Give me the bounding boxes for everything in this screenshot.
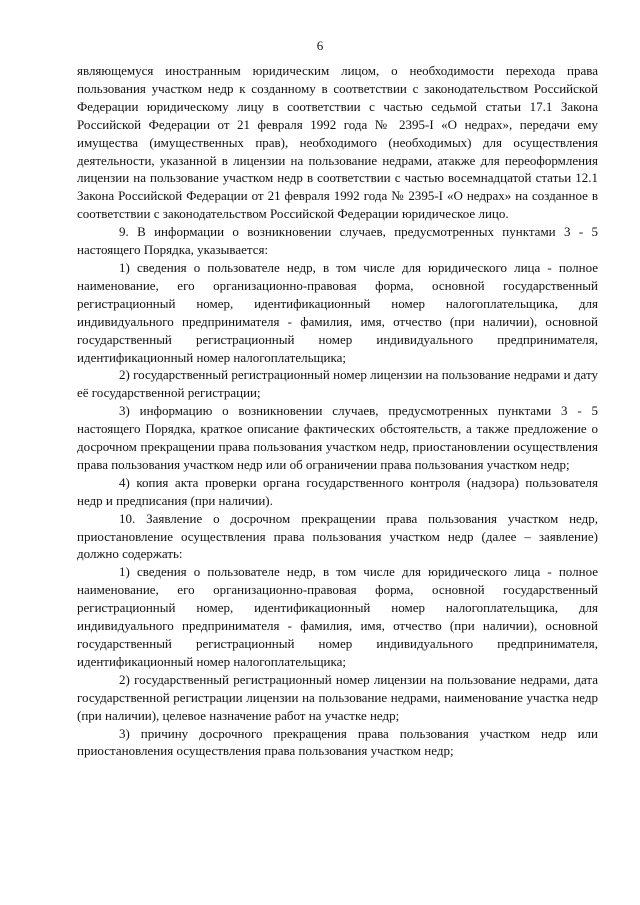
paragraph-continuation: являющемуся иностранным юридическим лицом, о необходимости перехода права пользования участком недр к созданному в соответствии с законодательством Российской Федерации юридическому лицу в соответствии с частью седьмой статьи 17.1 Закона Российской Федерации от 21 февраля 1992 года № 2395-I «О недрах», передачи ему имущества (имущественных прав), необходимого (необходимых) для осуществления деятельности, указанной в лицензии на пользование недрами, атакже для переоформления лицензии на пользование участком недр в соответствии с частью восемнадцатой статьи 12.1 Закона Российской Федерации от 21 февраля 1992 года № 2395-I «О недрах» на созданное в соответствии с законодательством Российской Федерации юридическое лицо. (77, 63, 598, 222)
paragraph-item-9-4: 4) копия акта проверки органа государственного контроля (надзора) пользователя недр и предписания (при наличии). (77, 474, 598, 508)
paragraph-item-9-3: 3) информацию о возникновении случаев, предусмотренных пунктами 3 - 5 настоящего Порядка, краткое описание фактических обстоятельств, а также предложение о досрочном прекращении права пользования участком недр, приостановлении осуществления права пользования участком недр или об ограничении права пользования участком недр; (77, 403, 598, 472)
paragraph-item-9-2: 2) государственный регистрационный номер лицензии на пользование недрами и дату её государственной регистрации; (77, 367, 598, 401)
paragraph-item-10-3: 3) причину досрочного прекращения права пользования участком недр или приостановления осуществления права пользования участком недр; (77, 725, 598, 759)
page-number: 6 (316, 38, 324, 53)
document-body (77, 62, 598, 760)
paragraph-item-10-1: 1) сведения о пользователе недр, в том числе для юридического лица - полное наименование, его организационно-правовая форма, основной государственный регистрационный номер, идентификационный номер налогоплательщика, для индивидуального предпринимателя - фамилия, имя, отчество (при наличии), основной государственный регистрационный номер индивидуального предпринимателя, идентификационный номер налогоплательщика; (77, 564, 598, 669)
paragraph-item-9-1: 1) сведения о пользователе недр, в том числе для юридического лица - полное наименование, его организационно-правовая форма, основной государственный регистрационный номер, идентификационный номер налогоплательщика, для индивидуального предпринимателя - фамилия, имя, отчество (при наличии), основной государственный регистрационный номер индивидуального предпринимателя, идентификационный номер налогоплательщика; (77, 259, 598, 365)
paragraph-item-10: 10. Заявление о досрочном прекращении права пользования участком недр, приостановление осуществления права пользования участком недр (далее – заявление) должно содержать: (77, 510, 598, 562)
paragraph-item-9: 9. В информации о возникновении случаев, предусмотренных пунктами 3 - 5 настоящего Порядка, указывается: (77, 224, 598, 258)
paragraph-item-10-2: 2) государственный регистрационный номер лицензии на пользование недрами, дата государственной регистрации лицензии на пользование недрами, наименование участка недр (при наличии), целевое назначение работ на участке недр; (77, 671, 598, 723)
